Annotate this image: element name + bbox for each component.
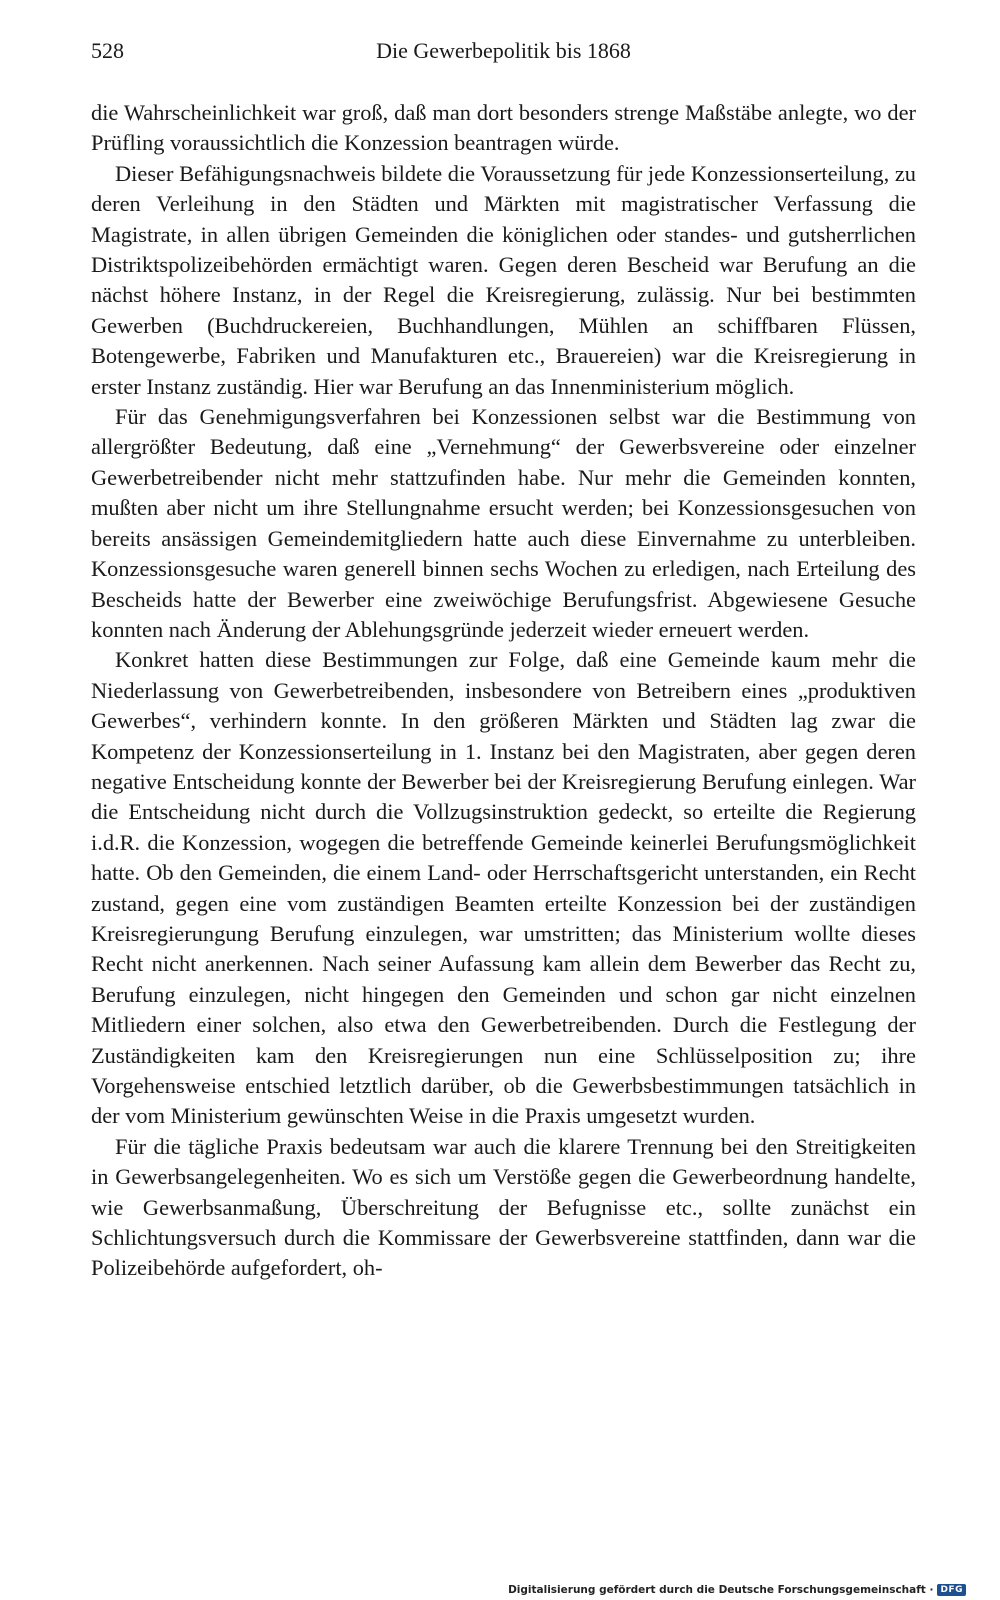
running-title: Die Gewerbepolitik bis 1868 [376, 38, 631, 63]
page-number: 528 [91, 38, 124, 63]
paragraph: die Wahrscheinlichkeit war groß, daß man dort besonders strenge Maßstäbe anlegte, wo der Prüfling voraussichtlich die Konzession beantragen würde. [91, 100, 916, 156]
dfg-logo: DFG [937, 1584, 966, 1596]
body-text [91, 98, 916, 1284]
page-header [91, 38, 916, 68]
paragraph: Für das Genehmigungsverfahren bei Konzessionen selbst war die Bestimmung von allergrößter Bedeutung, daß eine „Vernehmung“ der Gewerbsvereine oder einzelner Gewerbetreibender nicht mehr stattzufinden habe. Nur mehr die Gemeinden konnten, mußten aber nicht um ihre Stellungnahme ersucht werden; bei Konzessionsgesuchen von bereits ansässigen Gemeindemitgliedern hatte auch diese Einvernahme zu unterbleiben. Konzessionsgesuche waren generell binnen sechs Wochen zu erledigen, nach Erteilung des Bescheids hatte der Bewerber eine zweiwöchige Berufungsfrist. Abgewiesene Gesuche konnten nach Änderung der Ablehungsgründe jederzeit wieder erneuert werden. [91, 404, 916, 642]
footer-credit-text: Digitalisierung gefördert durch die Deutsche Forschungsgemeinschaft · [508, 1584, 934, 1596]
paragraph: Dieser Befähigungsnachweis bildete die Voraussetzung für jede Konzessionserteilung, zu deren Verleihung in den Städten und Märkten mit magistratischer Verfassung die Magistrate, in allen übrigen Gemeinden die königlichen oder standes- und gutsherrlichen Distriktspolizeibehörden ermächtigt waren. Gegen deren Bescheid war Berufung an die nächst höhere Instanz, in der Regel die Kreisregierung, zulässig. Nur bei bestimmten Gewerben (Buchdruckereien, Buchhandlungen, Mühlen an schiffbaren Flüssen, Botengewerbe, Fabriken und Manufakturen etc., Brauereien) war die Kreisregierung in erster Instanz zuständig. Hier war Berufung an das Innenministerium möglich. [91, 160, 916, 399]
footer-credit [508, 1584, 966, 1596]
paragraph: Konkret hatten diese Bestimmungen zur Folge, daß eine Gemeinde kaum mehr die Niederlassung von Gewerbetreibenden, insbesondere von Betreibern eines „produktiven Gewerbes“, verhindern konnte. In den größeren Märkten und Städten lag zwar die Kompetenz der Konzessionserteilung in 1. Instanz bei den Magistraten, aber gegen deren negative Entscheidung konnte der Bewerber bei der Kreisregierung Berufung einlegen. War die Entscheidung nicht durch die Vollzugsinstruktion gedeckt, so erteilte die Regierung i.d.R. die Konzession, wogegen die betreffende Gemeinde keinerlei Berufungsmöglichkeit hatte. Ob den Gemeinden, die einem Land- oder Herrschaftsgericht unterstanden, ein Recht zustand, gegen eine vom zuständigen Beamten erteilte Konzession bei der zuständigen Kreisregierungung Berufung einzulegen, war umstritten; das Ministerium wollte dieses Recht nicht anerkennen. Nach seiner Aufassung kam allein dem Bewerber das Recht zu, Berufung einzulegen, nicht hingegen den Gemeinden und schon gar nicht einzelnen Mitliedern einer solchen, also etwa den Gewerbetreibenden. Durch die Festlegung der Zuständigkeiten kam den Kreisregierungen nun eine Schlüsselposition zu; ihre Vorgehensweise entschied letztlich darüber, ob die Gewerbsbestimmungen tatsächlich in der vom Ministerium gewünschten Weise in die Praxis umgesetzt wurden. [91, 647, 916, 1129]
paragraph: Für die tägliche Praxis bedeutsam war auch die klarere Trennung bei den Streitigkeiten in Gewerbsangelegenheiten. Wo es sich um Verstöße gegen die Gewerbeordnung handelte, wie Gewerbsanmaßung, Überschreitung der Befugnisse etc., sollte zunächst ein Schlichtungsversuch durch die Kommissare der Gewerbsvereine stattfinden, dann war die Polizeibehörde aufgefordert, oh- [91, 1133, 916, 1281]
